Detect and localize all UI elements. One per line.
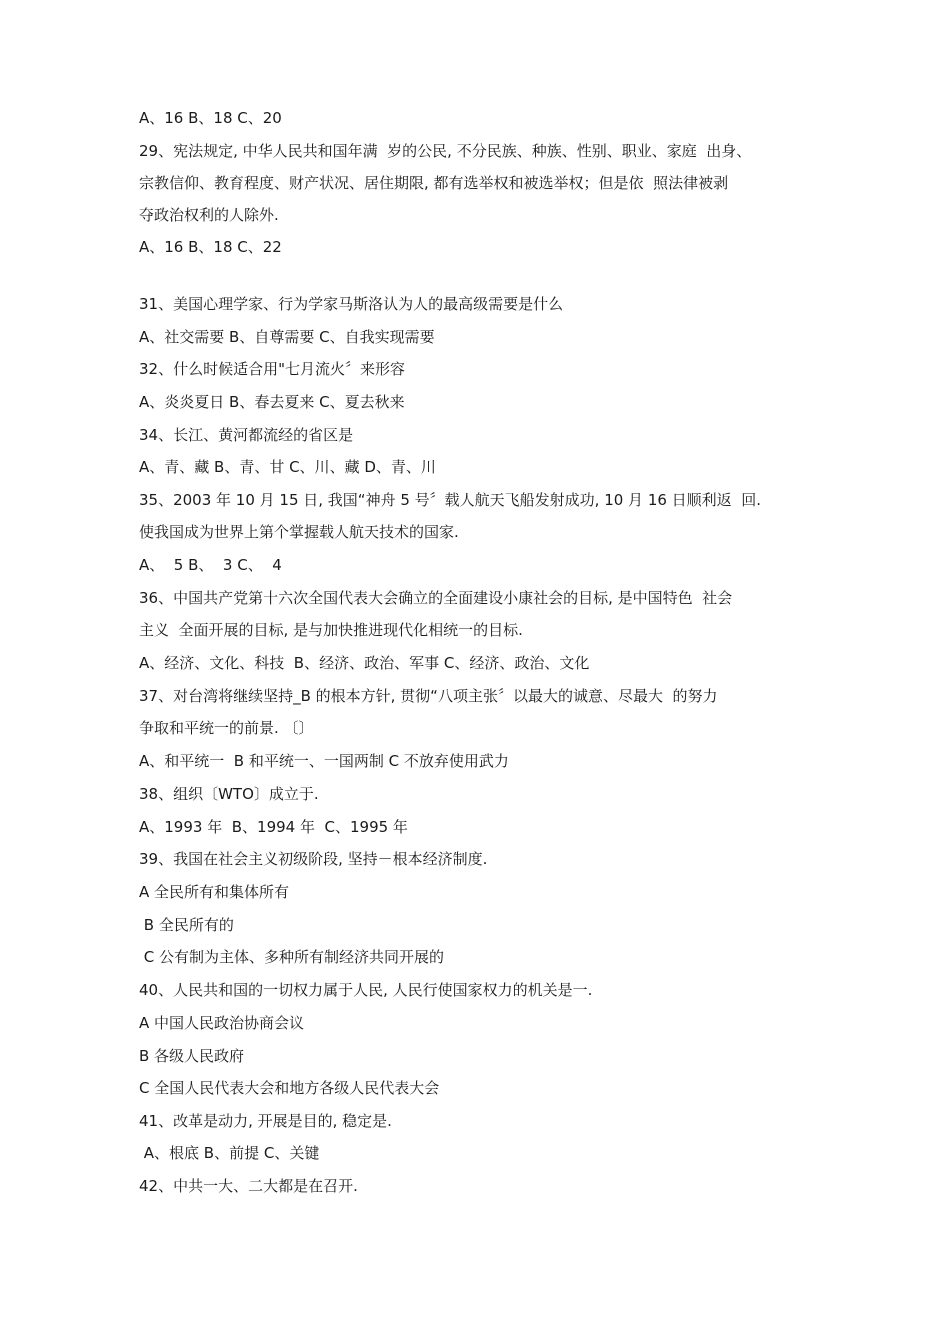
- question-41: 41、改革是动力, 开展是目的, 稳定是.: [139, 1112, 392, 1130]
- question-29-line-2: 宗教信仰、教育程度、财产状况、居住期限, 都有选举权和被选举权；但是依 照法律被剥: [139, 174, 729, 192]
- answer-options-38: A、1993 年 B、1994 年 C、1995 年: [139, 818, 408, 836]
- answer-option-40-c: C 全国人民代表大会和地方各级人民代表大会: [139, 1079, 440, 1097]
- question-32: 32、什么时候适合用"七月流火〞来形容: [139, 360, 405, 378]
- question-35-line-1: 35、2003 年 10 月 15 日, 我国“神舟 5 号〞载人航天飞船发射成功, 10 月 16 日顺利返 回.: [139, 491, 761, 509]
- question-39: 39、我国在社会主义初级阶段, 坚持－根本经济制度.: [139, 850, 488, 868]
- question-37-line-1: 37、对台湾将继续坚持_B 的根本方针, 贯彻“八项主张〞以最大的诚意、尽最大 的努力: [139, 687, 718, 705]
- question-34: 34、长江、黄河都流经的省区是: [139, 426, 354, 444]
- question-35-line-2: 使我国成为世界上第个掌握载人航天技术的国家.: [139, 523, 459, 541]
- question-29-line-1: 29、宪法规定, 中华人民共和国年满 岁的公民, 不分民族、种族、性别、职业、家庭 出身、: [139, 142, 752, 160]
- question-36-line-1: 36、中国共产党第十六次全国代表大会确立的全面建设小康社会的目标, 是中国特色 社会: [139, 589, 733, 607]
- answer-options-37: A、和平统一 B 和平统一、一国两制 C 不放弃使用武力: [139, 752, 509, 770]
- answer-options-35: A、 5 B、 3 C、 4: [139, 556, 282, 574]
- answer-options-28: A、16 B、18 C、20: [139, 109, 282, 127]
- question-37-line-2: 争取和平统一的前景. 〔〕: [139, 719, 314, 737]
- question-29-line-3: 夺政治权利的人除外.: [139, 206, 279, 224]
- answer-options-29: A、16 B、18 C、22: [139, 238, 282, 256]
- answer-options-34: A、青、藏 B、青、甘 C、川、藏 D、青、川: [139, 458, 436, 476]
- answer-options-32: A、炎炎夏日 B、春去夏来 C、夏去秋来: [139, 393, 405, 411]
- answer-option-39-a: A 全民所有和集体所有: [139, 883, 290, 901]
- question-38: 38、组织〔WTO〕成立于.: [139, 785, 319, 803]
- answer-options-41: A、根底 B、前提 C、关键: [139, 1144, 320, 1162]
- answer-options-31: A、社交需要 B、自尊需要 C、自我实现需要: [139, 328, 435, 346]
- question-31: 31、美国心理学家、行为学家马斯洛认为人的最高级需要是什么: [139, 295, 564, 313]
- answer-option-39-c: C 公有制为主体、多种所有制经济共同开展的: [139, 948, 445, 966]
- answer-option-40-b: B 各级人民政府: [139, 1047, 245, 1065]
- question-42: 42、中共一大、二大都是在召开.: [139, 1177, 358, 1195]
- answer-option-40-a: A 中国人民政治协商会议: [139, 1014, 305, 1032]
- answer-option-39-b: B 全民所有的: [139, 916, 234, 934]
- question-36-line-2: 主义 全面开展的目标, 是与加快推进现代化相统一的目标.: [139, 621, 523, 639]
- question-40: 40、人民共和国的一切权力属于人民, 人民行使国家权力的机关是一.: [139, 981, 593, 999]
- answer-options-36: A、经济、文化、科技 B、经济、政治、军事 C、经济、政治、文化: [139, 654, 590, 672]
